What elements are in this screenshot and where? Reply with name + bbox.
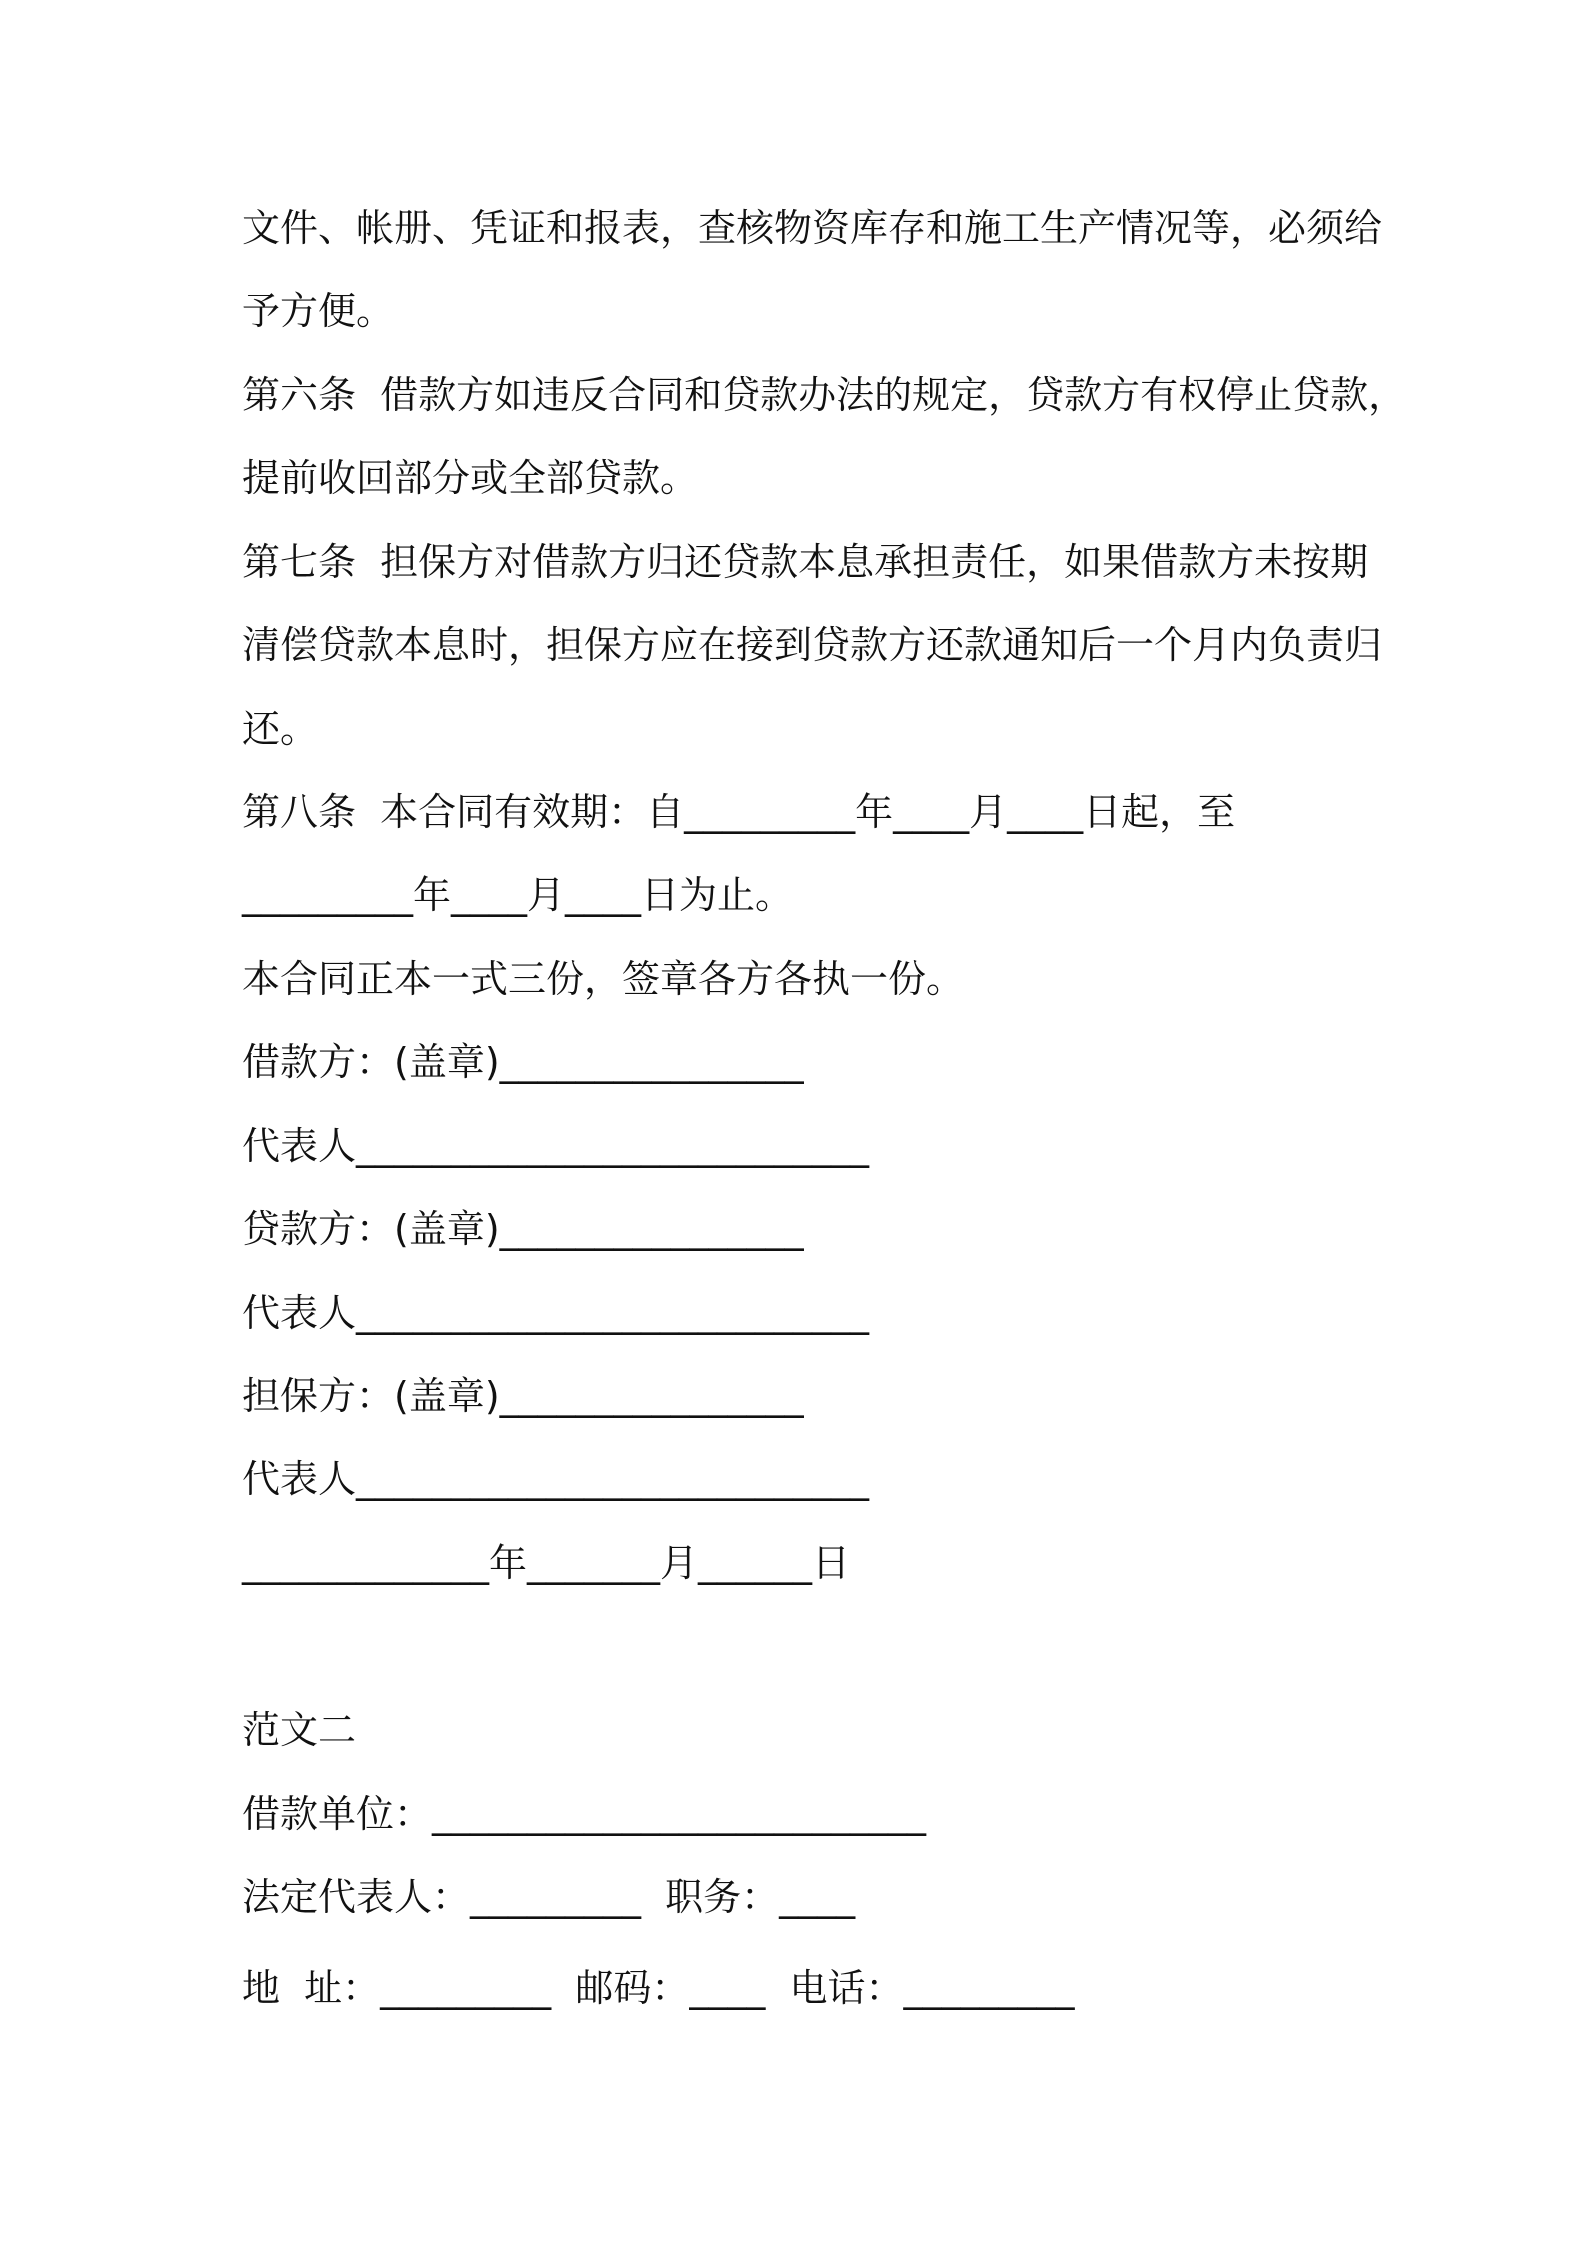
text-line: 清偿贷款本息时，担保方应在接到贷款方还款通知后一个月内负责归 (242, 623, 1383, 667)
guarantor-signature: 担保方：(盖章)________________ (242, 1374, 804, 1418)
signing-date: _____________年_______月______日 (242, 1541, 851, 1585)
text-line: 予方便。 (242, 289, 395, 333)
legal-representative-field: 法定代表人：_________ 职务：____ (242, 1875, 856, 1919)
text-line: 提前收回部分或全部贷款。 (242, 456, 699, 500)
representative-signature: 代表人___________________________ (242, 1124, 870, 1168)
text-line: 文件、帐册、凭证和报表，查核物资库存和施工生产情况等，必须给 (242, 206, 1383, 250)
section-heading: 范文二 (242, 1708, 357, 1752)
article-6: 第六条 借款方如违反合同和贷款办法的规定，贷款方有权停止贷款， (242, 373, 1407, 417)
article-8: 第八条 本合同有效期：自_________年____月____日起，至 (242, 790, 1236, 834)
borrower-signature: 借款方：(盖章)________________ (242, 1040, 804, 1084)
article-7: 第七条 担保方对借款方归还贷款本息承担责任，如果借款方未按期 (242, 540, 1369, 584)
representative-signature: 代表人___________________________ (242, 1291, 870, 1335)
lender-signature: 贷款方：(盖章)________________ (242, 1207, 804, 1251)
borrowing-unit-field: 借款单位：__________________________ (242, 1792, 927, 1836)
copies-clause: 本合同正本一式三份，签章各方各执一份。 (242, 957, 965, 1001)
representative-signature: 代表人___________________________ (242, 1457, 870, 1501)
text-line: 还。 (242, 707, 319, 751)
text-line: _________年____月____日为止。 (242, 873, 794, 917)
address-field: 地 址：_________ 邮码：____ 电话：_________ (242, 1966, 1075, 2010)
